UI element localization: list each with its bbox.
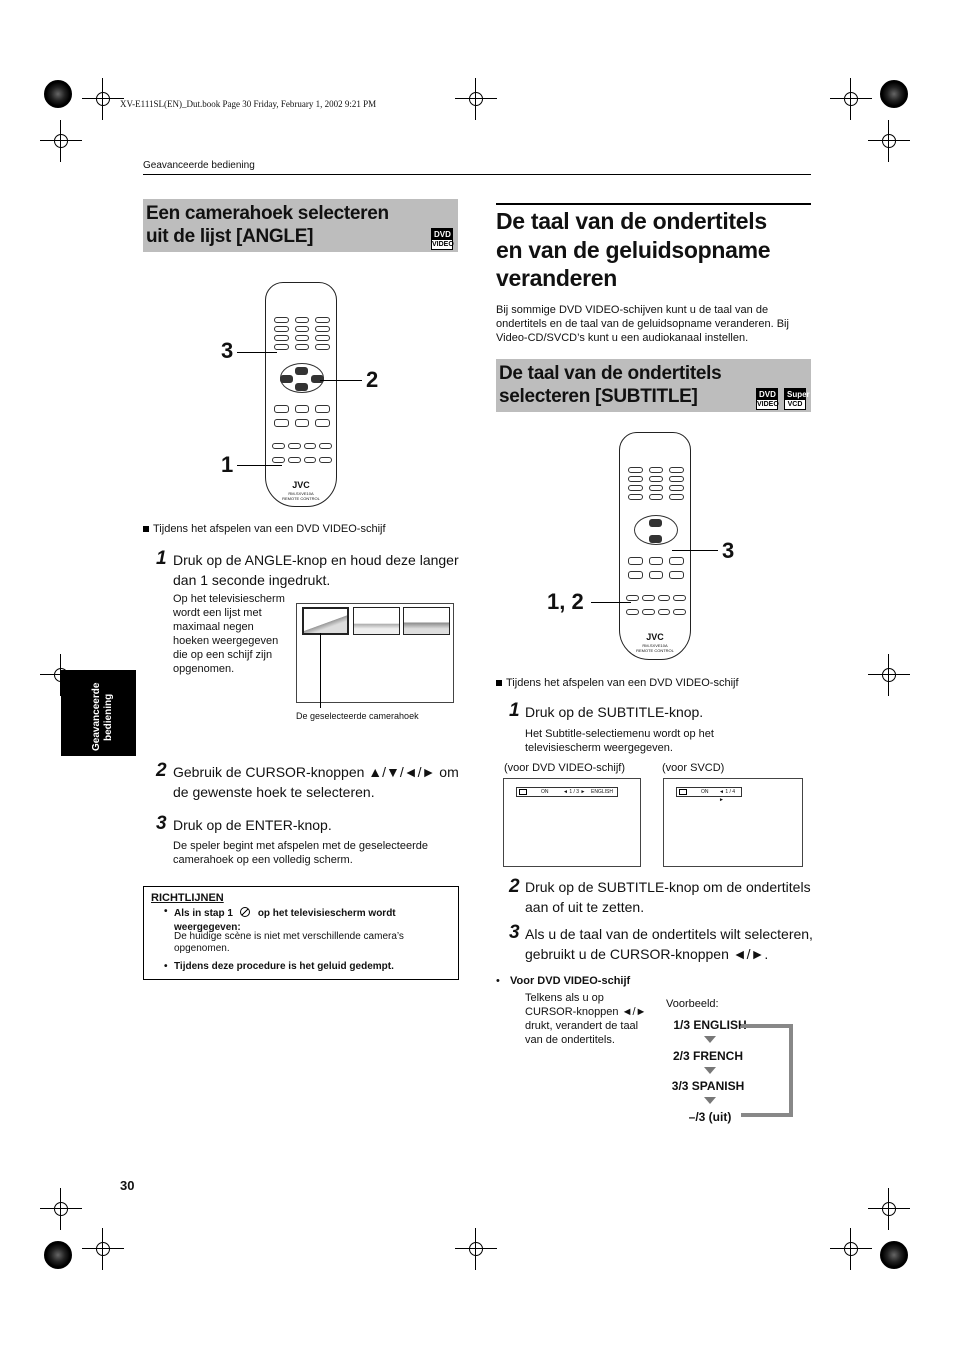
screen2-label: (voor SVCD) <box>662 762 725 774</box>
callout-line-1 <box>237 465 282 466</box>
header-rule <box>143 174 811 175</box>
left-step1-text: Druk op de ANGLE-knop en houd deze langer dan 1 seconde ingedrukt. <box>173 552 459 588</box>
remote-control-right <box>619 432 691 660</box>
guidelines-bullet-1: • <box>164 906 168 917</box>
sequence-loop-line <box>741 1024 793 1117</box>
prohibited-icon <box>240 907 250 917</box>
registration-mark-tl <box>90 86 116 112</box>
subtitle-icon-svcd <box>679 789 687 795</box>
callout-12-right: 1, 2 <box>547 589 584 614</box>
screen1-label: (voor DVD VIDEO-schijf) <box>504 762 626 774</box>
sequence-item-4: –/3 (uit) <box>688 1110 732 1124</box>
callout-3-right: 3 <box>722 538 735 563</box>
right-step1-text: Druk op de SUBTITLE-knop. <box>525 704 704 720</box>
right-step1-number: 1 <box>509 700 520 721</box>
angle-title-bar <box>143 199 458 252</box>
angle-thumb-2 <box>353 607 400 635</box>
osd-dvd-track: ◄ 1 / 3 ► <box>563 789 586 795</box>
subtitle-title-line1: De taal van de ondertitels <box>499 363 722 384</box>
sequence-arrow-1 <box>704 1036 716 1043</box>
transport-buttons <box>274 405 330 427</box>
osd-svcd-track: ◄ 1 / 4 ► <box>719 789 736 803</box>
callout-2-left: 2 <box>366 367 379 392</box>
right-title-line3: veranderen <box>496 265 618 291</box>
angle-title-line1: Een camerahoek selecteren <box>146 203 389 224</box>
example-label: Voorbeeld: <box>666 998 719 1010</box>
side-tab-label: Geavanceerde bediening <box>91 682 114 752</box>
registration-mark-bl2 <box>48 1196 74 1222</box>
remote-model: RM-SXVE10A <box>288 491 314 496</box>
right-title-line2: en van de geluidsopname <box>496 237 771 263</box>
badge1-bottom: VIDEO <box>757 401 779 408</box>
left-step3-text: Druk op de ENTER-knop. <box>173 817 332 833</box>
subtitle-screen-svcd <box>663 778 803 867</box>
side-tab <box>61 670 136 756</box>
registration-mark-mr <box>876 662 902 688</box>
subtitle-title-line2: selecteren [SUBTITLE] <box>499 386 698 407</box>
registration-ball-tl <box>44 80 72 108</box>
right-bullet-text: Tijdens het afspelen van een DVD VIDEO-schijf <box>506 677 739 689</box>
registration-mark-bc <box>463 1236 489 1262</box>
right-step3-text: Als u de taal van de ondertitels wilt selecteren, gebruikt u de CURSOR-knoppen ◄/►. <box>525 926 813 962</box>
osd-svcd-on: ON <box>701 789 709 795</box>
angle-title-line2: uit de lijst [ANGLE] <box>146 226 314 247</box>
registration-mark-tc <box>463 86 489 112</box>
remote-control-left <box>265 282 337 507</box>
left-bullet-note <box>143 523 386 535</box>
left-step1-body: Op het televisiescherm wordt een lijst met maximaal negen hoeken weergegeven die op een schijf zijn opgenomen. <box>173 593 285 675</box>
remote-caption-right: REMOTE CONTROL <box>636 648 674 653</box>
badge2-top: Super <box>787 390 810 399</box>
badge-bottom: VIDEO <box>432 241 454 248</box>
guidelines-item1-a: Als in stap 1 <box>174 908 233 919</box>
guidelines-item1-body: De huidige scène is niet met verschillende camera’s opgenomen. <box>174 931 404 954</box>
right-step1-body: Het Subtitle-selectiemenu wordt op het televisiescherm weergegeven. <box>525 728 714 754</box>
guidelines-title: RICHTLIJNEN <box>151 892 224 904</box>
callout-line-3-right <box>672 550 718 551</box>
subtitle-icon <box>519 789 527 795</box>
remote-brand: JVC <box>292 480 310 490</box>
dvd-video-badge-right <box>756 388 778 410</box>
subtitle-screen-dvd <box>503 778 641 867</box>
badge-top: DVD <box>434 230 451 239</box>
angle-thumb-1 <box>302 607 349 635</box>
guidelines-box <box>143 886 459 980</box>
remote-model-right: RM-SXVE10A <box>642 643 668 648</box>
left-step3-number: 3 <box>156 813 167 834</box>
callout-1-left: 1 <box>221 452 234 477</box>
registration-mark-br2 <box>876 1196 902 1222</box>
transport-buttons-right <box>628 557 684 579</box>
super-vcd-badge <box>784 388 810 410</box>
left-step1-number: 1 <box>156 548 167 569</box>
badge1-top: DVD <box>759 390 776 399</box>
callout-line-12-right <box>591 602 631 603</box>
subtitle-title-bar <box>496 359 811 412</box>
remote-brand-right: JVC <box>646 632 664 642</box>
left-step2-number: 2 <box>156 760 167 781</box>
left-step3-body: De speler begint met afspelen met de geselecteerde camerahoek op een volledig scherm. <box>173 840 428 866</box>
function-buttons <box>272 443 332 463</box>
osd-svcd <box>676 787 742 803</box>
left-step2-text: Gebruik de CURSOR-knoppen ▲/▼/◄/► om de gewenste hoek te selecteren. <box>173 764 459 800</box>
guidelines-item1-b: op het televisiescherm wordt weergegeven: <box>174 908 396 933</box>
badge2-bottom: VCD <box>785 400 805 409</box>
osd-dvd <box>516 787 618 797</box>
angle-pointer-line <box>320 633 321 708</box>
angle-thumb-3 <box>403 607 450 635</box>
sequence-item-3: 3/3 SPANISH <box>671 1079 745 1093</box>
number-buttons-right <box>628 467 684 500</box>
right-title-line1: De taal van de ondertitels <box>496 208 767 234</box>
callout-3-left: 3 <box>221 338 234 363</box>
guidelines-bullet-2: • <box>164 961 168 972</box>
registration-ball-br <box>880 1241 908 1269</box>
sequence-item-2: 2/3 FRENCH <box>672 1049 743 1063</box>
right-step2-text: Druk op de SUBTITLE-knop om de ondertitels aan of uit te zetten. <box>525 879 811 915</box>
left-bullet-text: Tijdens het afspelen van een DVD VIDEO-schijf <box>153 523 386 535</box>
callout-line-3 <box>237 352 277 353</box>
right-intro: Bij sommige DVD VIDEO-schijven kunt u de taal van de ondertitels en de taal van de geluidsopname veranderen. Bij Video-CD/SVCD’s kunt u een audiokanaal instellen. <box>496 304 789 344</box>
file-header: XV-E111SL(EN)_Dut.book Page 30 Friday, February 1, 2002 9:21 PM <box>120 99 377 109</box>
right-title-rule <box>496 203 811 205</box>
registration-ball-bl <box>44 1241 72 1269</box>
angle-caption: De geselecteerde camerahoek <box>296 711 419 721</box>
right-step3-number: 3 <box>509 922 520 943</box>
right-step2-number: 2 <box>509 876 520 897</box>
registration-mark-br <box>838 1236 864 1262</box>
page-number: 30 <box>120 1178 135 1193</box>
remote-caption: REMOTE CONTROL <box>282 496 320 501</box>
registration-mark-tr <box>838 86 864 112</box>
callout-line-2 <box>320 380 362 381</box>
dvd-video-badge <box>431 228 453 250</box>
registration-mark-tl2 <box>48 128 74 154</box>
right-bullet-note <box>496 677 739 689</box>
registration-ball-tr <box>880 80 908 108</box>
dvd-bullet: Voor DVD VIDEO-schijf <box>510 975 631 987</box>
function-buttons-right <box>626 595 686 615</box>
sequence-item-1: 1/3 ENGLISH <box>673 1018 747 1032</box>
dvd-bullet-dot: • <box>496 975 500 987</box>
guidelines-item1 <box>174 906 444 934</box>
sequence-arrow-3 <box>704 1097 716 1104</box>
registration-mark-tr2 <box>876 128 902 154</box>
dvd-body: Telkens als u op CURSOR-knoppen ◄/► drukt, verandert de taal van de ondertitels. <box>525 992 647 1046</box>
sequence-arrow-2 <box>704 1067 716 1074</box>
registration-mark-bl <box>90 1236 116 1262</box>
osd-dvd-lang: ENGLISH <box>591 789 613 795</box>
osd-dvd-on: ON <box>541 789 549 795</box>
guidelines-item2: Tijdens deze procedure is het geluid gedempt. <box>174 961 394 972</box>
number-buttons <box>274 317 330 350</box>
section-header: Geavanceerde bediening <box>143 160 255 171</box>
